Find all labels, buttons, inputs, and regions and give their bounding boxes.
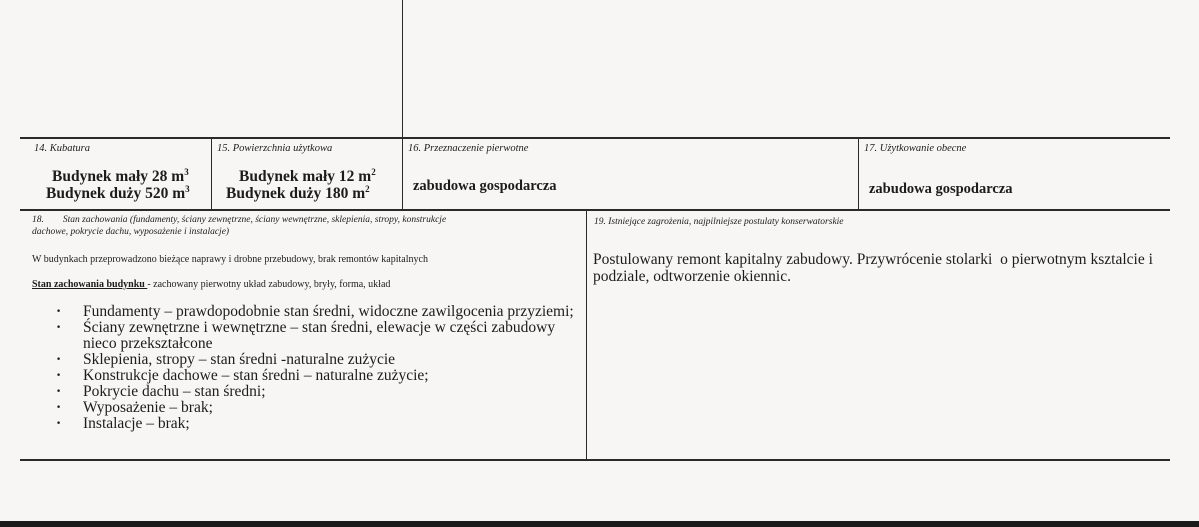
field-18-state-text: - zachowany pierwotny układ zabudowy, bryły, forma, układ (147, 279, 391, 290)
field-19-caption: 19. Istniejące zagrożenia, najpilniejsze postulaty konserwatorskie (594, 217, 844, 227)
field-19-text-line2: podziale, odtworzenie okiennic. (593, 268, 791, 285)
field-15-line1: Budynek mały 12 $m^2$ (239, 166, 376, 185)
field-18-caption-line1: 18. Stan zachowania (fundamenty, ściany zewnętrzne, ściany wewnętrzne, sklepienia, stropy, konstrukcje (32, 215, 447, 225)
condition-list-item: · Pokrycie dachu – stan średni; (50, 384, 590, 400)
field-14-line1: Budynek mały 28 $m^3$ (52, 166, 189, 185)
field-16-value: zabudowa gospodarcza (413, 178, 557, 194)
row-line-middle (20, 209, 1170, 211)
row-line-bottom (20, 459, 1170, 461)
condition-list (50, 304, 590, 432)
field-18-state-line (32, 279, 390, 291)
field-15-line2: Budynek duży 180 $m^2$ (226, 183, 370, 202)
field-17-value: zabudowa gospodarcza (869, 181, 1013, 197)
col-line-16-17 (858, 138, 859, 210)
condition-list-item: · Konstrukcje dachowe – stan średni – naturalne zużycie; (50, 368, 590, 384)
row-line-top (20, 137, 1170, 139)
col-line-14-15 (211, 138, 212, 210)
field-18-state-label: Stan zachowania budynku (32, 279, 148, 290)
field-18-repairs-note: W budynkach przeprowadzono bieżące naprawy i drobne przebudowy, brak remontów kapitalnych (32, 254, 428, 265)
field-14-line2: Budynek duży 520 $m^3$ (46, 183, 190, 202)
field-14-caption: 14. Kubatura (34, 143, 91, 154)
scan-edge (0, 521, 1199, 527)
condition-list-item: · Sklepienia, stropy – stan średni -naturalne zużycie (50, 352, 590, 368)
field-15-caption: 15. Powierzchnia użytkowa (217, 143, 333, 154)
field-17-caption: 17. Użytkowanie obecne (864, 143, 967, 154)
condition-list-item: · Fundamenty – prawdopodobnie stan średni, widoczne zawilgocenia przyziemi; (50, 304, 590, 320)
condition-list-item: · Instalacje – brak; (50, 416, 590, 432)
field-19-text-line1: Postulowany remont kapitalny zabudowy. Przywrócenie stolarki o pierwotnym ksztalcie i (593, 251, 1153, 268)
field-18-caption-line2: dachowe, pokrycie dachu, wyposażenie i instalacje) (32, 227, 230, 237)
field-16-caption: 16. Przeznaczenie pierwotne (408, 143, 529, 154)
top-divider-line (402, 0, 403, 138)
condition-list-item: · Wyposażenie – brak; (50, 400, 590, 416)
condition-list-item: · Ściany zewnętrzne i wewnętrzne – stan średni, elewacje w części zabudowy nieco przekształcone (50, 320, 590, 352)
col-line-15-16 (402, 138, 403, 210)
